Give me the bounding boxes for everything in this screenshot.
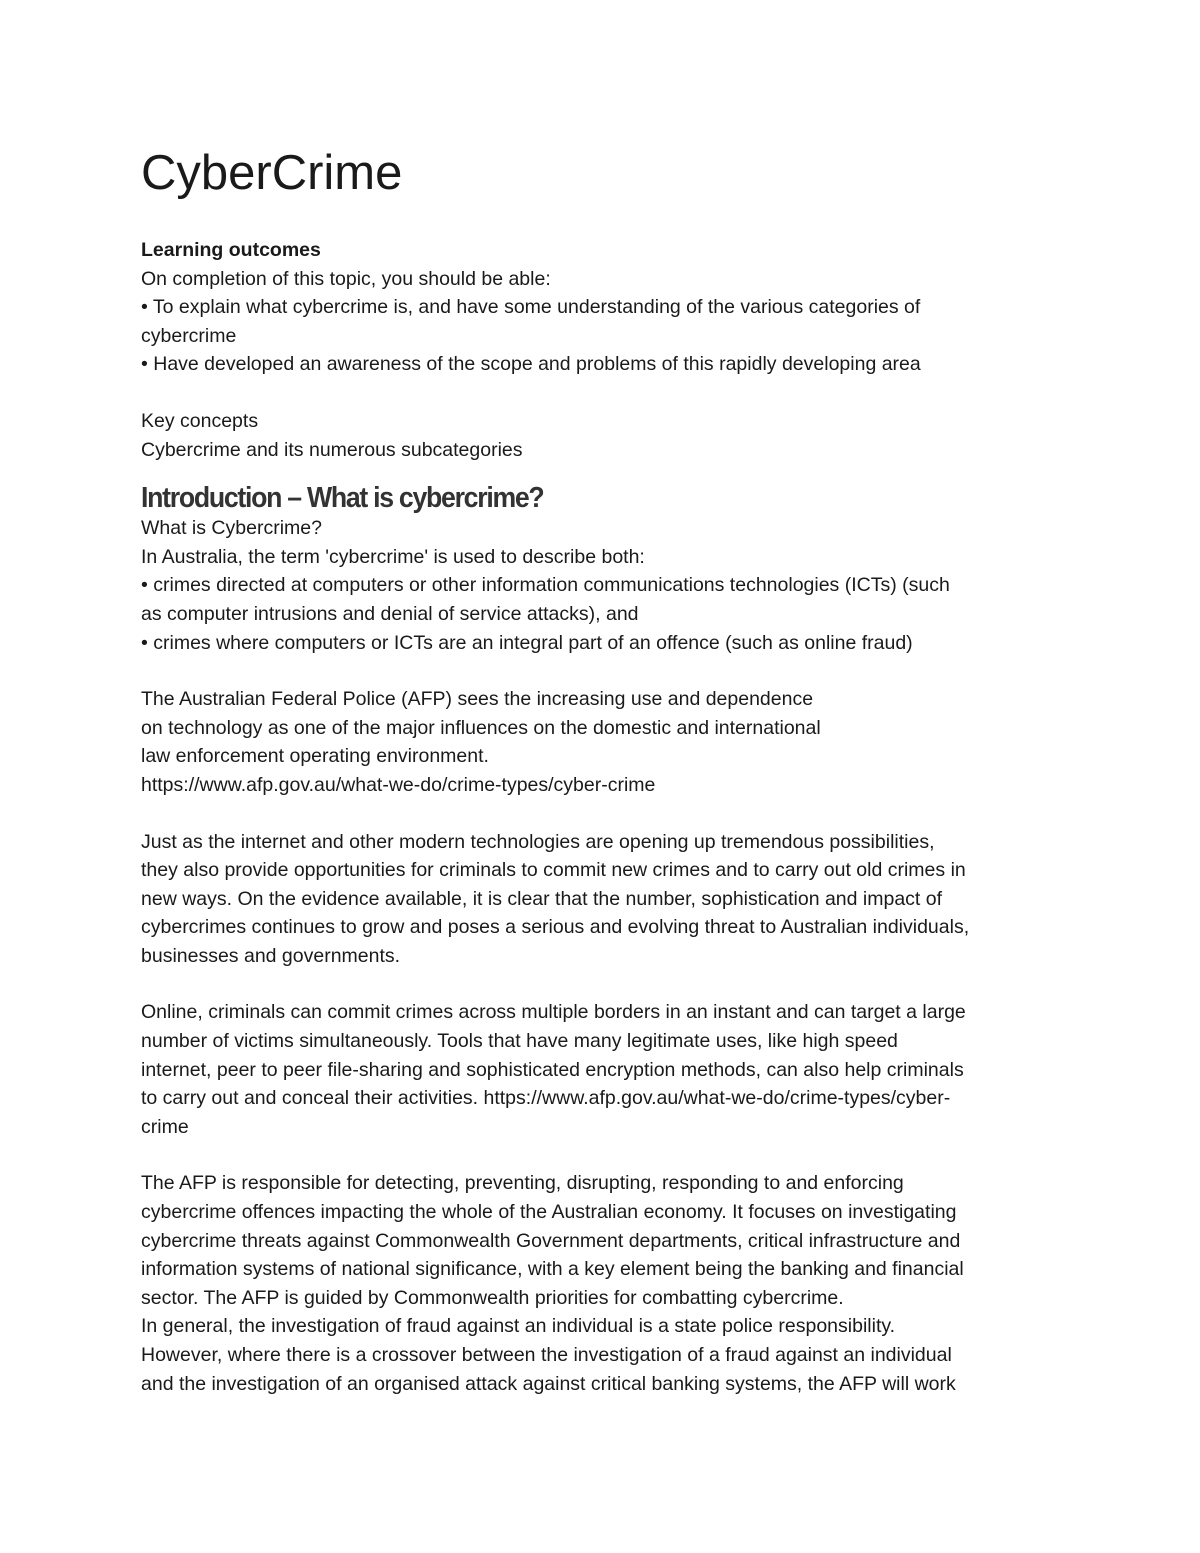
introduction-line: as computer intrusions and denial of service attacks), and — [141, 602, 639, 625]
paragraph-afp-overview — [141, 685, 1071, 799]
spacer — [141, 800, 1071, 828]
document-title: CyberCrime — [141, 146, 403, 200]
learning-outcomes-section — [141, 236, 1071, 379]
paragraph-line: to carry out and conceal their activities. https://www.afp.gov.au/what-we-do/crime-types/cyber- — [141, 1087, 951, 1110]
paragraph-line: law enforcement operating environment. — [141, 745, 489, 768]
paragraph-line: However, where there is a crossover between the investigation of a fraud against an individual — [141, 1344, 952, 1366]
paragraph-line: and the investigation of an organised attack against critical banking systems, the AFP will work — [141, 1372, 956, 1395]
paragraph-opportunities — [141, 828, 1071, 971]
paragraph-line: information systems of national significance, with a key element being the banking and financial — [141, 1258, 964, 1281]
document-page — [141, 138, 1071, 1398]
learning-outcomes-line: cybercrime — [141, 324, 237, 347]
introduction-line: • crimes where computers or ICTs are an integral part of an offence (such as online fraud) — [141, 631, 913, 654]
paragraph-afp-responsibility — [141, 1169, 1071, 1398]
paragraph-line: they also provide opportunities for criminals to commit new crimes and to carry out old crimes in — [141, 859, 966, 882]
paragraph-line: on technology as one of the major influences on the domestic and international — [141, 716, 821, 739]
afp-url-text: https://www.afp.gov.au/what-we-do/crime-types/cyber-crime — [141, 773, 656, 796]
paragraph-line: number of victims simultaneously. Tools that have many legitimate uses, like high speed — [141, 1030, 898, 1053]
learning-outcomes-line: • Have developed an awareness of the scope and problems of this rapidly developing area — [141, 353, 921, 376]
paragraph-line: Just as the internet and other modern technologies are opening up tremendous possibilities, — [141, 830, 935, 853]
key-concepts-line: Cybercrime and its numerous subcategories — [141, 438, 523, 461]
paragraph-line: cybercrime threats against Commonwealth Government departments, critical infrastructure and — [141, 1229, 961, 1252]
introduction-section — [141, 480, 1071, 657]
paragraph-line: internet, peer to peer file-sharing and sophisticated encryption methods, can also help criminals — [141, 1058, 964, 1081]
paragraph-line: Online, criminals can commit crimes across multiple borders in an instant and can target a large — [141, 1001, 966, 1024]
learning-outcomes-line: On completion of this topic, you should be able: — [141, 267, 551, 290]
paragraph-line: businesses and governments. — [141, 944, 401, 967]
introduction-line: • crimes directed at computers or other information communications technologies (ICTs) (such — [141, 574, 950, 597]
paragraph-line: new ways. On the evidence available, it is clear that the number, sophistication and impact of — [141, 887, 943, 910]
learning-outcomes-heading: Learning outcomes — [141, 239, 321, 261]
introduction-line: In Australia, the term 'cybercrime' is used to describe both: — [141, 545, 645, 568]
introduction-heading: Introduction – What is cybercrime? — [141, 482, 544, 515]
paragraph-line: The AFP is responsible for detecting, preventing, disrupting, responding to and enforcing — [141, 1172, 904, 1195]
spacer — [141, 379, 1071, 407]
paragraph-line: In general, the investigation of fraud against an individual is a state police responsibility. — [141, 1315, 896, 1338]
spacer — [141, 657, 1071, 685]
learning-outcomes-line: • To explain what cybercrime is, and have some understanding of the various categories of — [141, 296, 921, 319]
paragraph-line: sector. The AFP is guided by Commonwealth priorities for combatting cybercrime. — [141, 1286, 844, 1309]
paragraph-line: cybercrimes continues to grow and poses a serious and evolving threat to Australian individuals, — [141, 916, 970, 939]
key-concepts-heading: Key concepts — [141, 409, 259, 432]
paragraph-online-criminals — [141, 998, 1071, 1141]
paragraph-line: The Australian Federal Police (AFP) sees the increasing use and dependence — [141, 688, 814, 711]
introduction-line: What is Cybercrime? — [141, 517, 322, 540]
paragraph-line: crime — [141, 1115, 189, 1138]
key-concepts-section — [141, 407, 1071, 464]
spacer — [141, 970, 1071, 998]
paragraph-line: cybercrime offences impacting the whole of the Australian economy. It focuses on investigating — [141, 1201, 957, 1224]
spacer — [141, 1141, 1071, 1169]
